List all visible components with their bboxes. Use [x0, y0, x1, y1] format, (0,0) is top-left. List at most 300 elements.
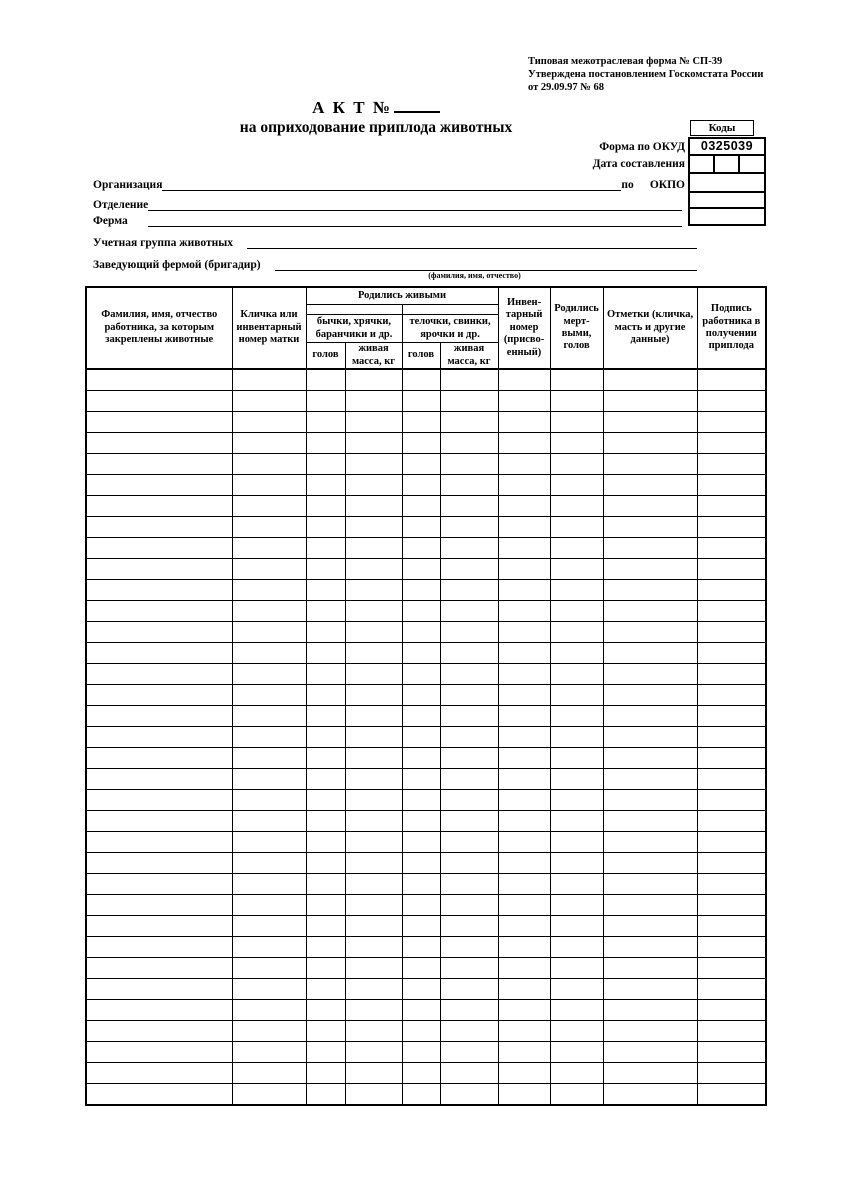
table-cell — [550, 853, 603, 874]
table-cell — [232, 559, 306, 580]
table-cell — [232, 874, 306, 895]
table-cell — [86, 832, 232, 853]
table-cell — [232, 832, 306, 853]
table-cell — [345, 412, 402, 433]
table-cell — [603, 580, 697, 601]
header-group-males: бычки, хрячки, баранчики и др. — [306, 315, 402, 343]
table-cell — [86, 748, 232, 769]
table-cell — [697, 412, 766, 433]
table-cell — [550, 664, 603, 685]
table-cell — [306, 559, 345, 580]
table-cell — [440, 895, 498, 916]
table-cell — [550, 369, 603, 391]
date-cell-year — [740, 156, 764, 172]
table-cell — [550, 895, 603, 916]
table-cell — [550, 412, 603, 433]
table-cell — [306, 937, 345, 958]
table-cell — [345, 958, 402, 979]
table-cell — [498, 664, 550, 685]
table-cell — [603, 643, 697, 664]
table-cell — [550, 433, 603, 454]
table-cell — [550, 1063, 603, 1084]
table-cell — [603, 475, 697, 496]
table-cell — [603, 622, 697, 643]
table-cell — [345, 454, 402, 475]
table-cell — [440, 853, 498, 874]
table-cell — [498, 412, 550, 433]
table-cell — [697, 601, 766, 622]
table-cell — [86, 916, 232, 937]
table-cell — [498, 643, 550, 664]
table-cell — [498, 1000, 550, 1021]
table-cell — [550, 1084, 603, 1106]
table-cell — [498, 1021, 550, 1042]
table-cell — [603, 916, 697, 937]
okud-value-cell: 0325039 — [690, 139, 764, 156]
table-cell — [402, 916, 440, 937]
table-cell — [306, 916, 345, 937]
table-cell — [232, 1021, 306, 1042]
table-cell — [440, 664, 498, 685]
table-cell — [550, 937, 603, 958]
table-cell — [550, 727, 603, 748]
table-cell — [697, 475, 766, 496]
table-cell — [402, 832, 440, 853]
table-cell — [603, 979, 697, 1000]
table-cell — [345, 895, 402, 916]
table-cell — [306, 433, 345, 454]
table-cell — [440, 1021, 498, 1042]
table-cell — [306, 853, 345, 874]
animal-group-blank-line — [247, 234, 697, 249]
table-cell — [697, 1000, 766, 1021]
fio-caption: (фамилия, имя, отчество) — [428, 271, 521, 280]
table-cell — [86, 790, 232, 811]
table-row — [86, 769, 766, 790]
form-note-line-3: от 29.09.97 № 68 — [528, 82, 604, 93]
table-cell — [306, 1021, 345, 1042]
form-approval-note — [528, 55, 763, 94]
table-cell — [603, 601, 697, 622]
table-cell — [550, 916, 603, 937]
table-cell — [345, 769, 402, 790]
table-cell — [603, 664, 697, 685]
department-label: Отделение — [93, 199, 149, 211]
table-cell — [402, 369, 440, 391]
table-row — [86, 727, 766, 748]
table-row — [86, 391, 766, 412]
table-cell — [440, 706, 498, 727]
table-cell — [498, 1063, 550, 1084]
table-cell — [86, 664, 232, 685]
farm-manager-label: Заведующий фермой (бригадир) — [93, 259, 261, 271]
header-males-weight: живая масса, кг — [345, 343, 402, 370]
table-cell — [345, 433, 402, 454]
okud-label: Форма по ОКУД — [599, 141, 685, 153]
table-cell — [440, 580, 498, 601]
table-cell — [345, 937, 402, 958]
form-note-line-2: Утверждена постановлением Госкомстата России — [528, 69, 764, 80]
table-cell — [402, 517, 440, 538]
table-cell — [550, 958, 603, 979]
table-cell — [86, 958, 232, 979]
table-cell — [345, 811, 402, 832]
header-inventory-number: Инвентарный номер (присвоенный) — [498, 287, 550, 369]
farm-blank-line — [148, 212, 682, 227]
table-cell — [402, 1084, 440, 1106]
table-cell — [345, 874, 402, 895]
table-cell — [440, 790, 498, 811]
table-cell — [402, 433, 440, 454]
table-cell — [440, 517, 498, 538]
table-cell — [498, 874, 550, 895]
table-row — [86, 832, 766, 853]
table-cell — [86, 853, 232, 874]
date-cells-row — [690, 156, 764, 174]
table-cell — [232, 664, 306, 685]
table-cell — [86, 412, 232, 433]
table-cell — [345, 664, 402, 685]
table-cell — [306, 412, 345, 433]
table-cell — [86, 601, 232, 622]
empty-code-cell-1 — [690, 193, 764, 209]
table-cell — [345, 832, 402, 853]
table-cell — [402, 937, 440, 958]
table-cell — [440, 874, 498, 895]
table-cell — [697, 496, 766, 517]
table-cell — [402, 790, 440, 811]
table-cell — [402, 643, 440, 664]
table-row — [86, 937, 766, 958]
table-cell — [603, 433, 697, 454]
table-cell — [306, 1000, 345, 1021]
header-signature: Подпись работника в получении приплода — [697, 287, 766, 369]
okpo-code-cell — [690, 174, 764, 193]
table-cell — [498, 706, 550, 727]
table-cell — [306, 727, 345, 748]
date-label: Дата составления — [592, 158, 685, 170]
table-cell — [498, 832, 550, 853]
table-cell — [440, 412, 498, 433]
table-cell — [306, 811, 345, 832]
table-cell — [402, 895, 440, 916]
organization-label: Организация — [93, 179, 163, 191]
table-cell — [550, 538, 603, 559]
livestock-table — [85, 286, 767, 1106]
table-cell — [498, 622, 550, 643]
table-cell — [345, 369, 402, 391]
table-cell — [498, 748, 550, 769]
table-cell — [402, 664, 440, 685]
table-cell — [550, 391, 603, 412]
table-cell — [440, 475, 498, 496]
table-cell — [603, 1084, 697, 1106]
table-cell — [697, 748, 766, 769]
table-row — [86, 811, 766, 832]
table-cell — [697, 1021, 766, 1042]
table-cell — [86, 580, 232, 601]
table-cell — [440, 433, 498, 454]
table-cell — [345, 706, 402, 727]
table-cell — [232, 685, 306, 706]
table-cell — [498, 790, 550, 811]
table-cell — [440, 622, 498, 643]
table-cell — [86, 496, 232, 517]
farm-manager-blank-line — [275, 256, 697, 271]
table-cell — [498, 559, 550, 580]
table-cell — [306, 454, 345, 475]
table-cell — [86, 769, 232, 790]
table-cell — [402, 727, 440, 748]
table-cell — [86, 874, 232, 895]
table-cell — [232, 916, 306, 937]
table-cell — [345, 748, 402, 769]
table-cell — [306, 874, 345, 895]
table-cell — [306, 664, 345, 685]
document-subtitle: на оприходование приплода животных — [239, 119, 513, 136]
table-row — [86, 979, 766, 1000]
table-cell — [498, 727, 550, 748]
table-cell — [550, 790, 603, 811]
table-cell — [440, 958, 498, 979]
table-cell — [440, 559, 498, 580]
table-cell — [232, 727, 306, 748]
table-cell — [232, 391, 306, 412]
table-cell — [498, 916, 550, 937]
table-cell — [306, 958, 345, 979]
table-row — [86, 475, 766, 496]
table-cell — [86, 979, 232, 1000]
table-row — [86, 580, 766, 601]
header-notes: Отметки (кличка, масть и другие данные) — [603, 287, 697, 369]
table-cell — [86, 433, 232, 454]
table-cell — [697, 454, 766, 475]
table-cell — [603, 706, 697, 727]
table-cell — [440, 727, 498, 748]
table-cell — [498, 517, 550, 538]
table-cell — [86, 1042, 232, 1063]
header-females-heads: голов — [402, 343, 440, 370]
table-cell — [232, 1042, 306, 1063]
table-row — [86, 853, 766, 874]
table-cell — [603, 1063, 697, 1084]
table-cell — [232, 369, 306, 391]
table-cell — [306, 391, 345, 412]
table-cell — [306, 748, 345, 769]
table-cell — [550, 979, 603, 1000]
table-cell — [306, 832, 345, 853]
table-cell — [345, 538, 402, 559]
department-blank-line — [148, 196, 682, 211]
table-cell — [550, 685, 603, 706]
table-row — [86, 538, 766, 559]
table-cell — [232, 1063, 306, 1084]
table-cell — [603, 1021, 697, 1042]
table-cell — [306, 517, 345, 538]
table-cell — [232, 601, 306, 622]
table-cell — [402, 475, 440, 496]
table-cell — [603, 832, 697, 853]
table-cell — [232, 769, 306, 790]
table-cell — [697, 811, 766, 832]
table-cell — [440, 538, 498, 559]
table-cell — [232, 517, 306, 538]
table-cell — [697, 895, 766, 916]
farm-label: Ферма — [93, 215, 128, 227]
table-cell — [402, 496, 440, 517]
table-row — [86, 790, 766, 811]
table-cell — [402, 958, 440, 979]
table-cell — [498, 1042, 550, 1063]
table-cell — [402, 769, 440, 790]
table-cell — [603, 811, 697, 832]
table-row — [86, 412, 766, 433]
table-cell — [232, 538, 306, 559]
table-cell — [306, 475, 345, 496]
table-cell — [697, 622, 766, 643]
table-cell — [498, 538, 550, 559]
field-row-organization — [93, 176, 685, 191]
livestock-table-body — [86, 369, 766, 1105]
header-spacer-males — [306, 305, 402, 315]
table-cell — [440, 1000, 498, 1021]
table-cell — [345, 790, 402, 811]
field-row-animal-group — [93, 234, 697, 249]
field-row-farm — [93, 212, 682, 227]
table-cell — [402, 685, 440, 706]
table-cell — [603, 1000, 697, 1021]
table-cell — [550, 1000, 603, 1021]
date-cell-month — [715, 156, 740, 172]
table-cell — [86, 706, 232, 727]
table-cell — [440, 643, 498, 664]
codes-box — [688, 137, 766, 226]
table-cell — [498, 496, 550, 517]
header-born-alive: Родились живыми — [306, 287, 498, 305]
table-cell — [697, 433, 766, 454]
table-cell — [550, 517, 603, 538]
table-cell — [498, 937, 550, 958]
table-row — [86, 369, 766, 391]
table-cell — [306, 622, 345, 643]
table-cell — [86, 643, 232, 664]
table-row — [86, 622, 766, 643]
table-cell — [550, 454, 603, 475]
table-cell — [345, 496, 402, 517]
table-cell — [603, 369, 697, 391]
table-cell — [232, 1000, 306, 1021]
table-cell — [603, 496, 697, 517]
table-cell — [550, 496, 603, 517]
table-cell — [306, 706, 345, 727]
table-cell — [697, 685, 766, 706]
table-cell — [550, 1021, 603, 1042]
table-cell — [232, 958, 306, 979]
document-title-text: А К Т № — [312, 98, 392, 117]
table-cell — [232, 454, 306, 475]
table-cell — [697, 916, 766, 937]
table-cell — [306, 580, 345, 601]
table-cell — [697, 727, 766, 748]
table-cell — [697, 369, 766, 391]
table-cell — [86, 1000, 232, 1021]
table-row — [86, 559, 766, 580]
table-cell — [550, 1042, 603, 1063]
table-cell — [440, 916, 498, 937]
table-cell — [345, 1000, 402, 1021]
table-row — [86, 1000, 766, 1021]
table-cell — [306, 790, 345, 811]
table-cell — [440, 685, 498, 706]
table-cell — [402, 580, 440, 601]
table-cell — [86, 369, 232, 391]
table-cell — [232, 496, 306, 517]
table-cell — [697, 559, 766, 580]
table-cell — [603, 769, 697, 790]
table-cell — [440, 601, 498, 622]
table-cell — [306, 601, 345, 622]
table-cell — [86, 685, 232, 706]
table-cell — [603, 895, 697, 916]
table-cell — [603, 727, 697, 748]
table-cell — [306, 979, 345, 1000]
table-cell — [697, 664, 766, 685]
table-cell — [697, 958, 766, 979]
table-cell — [86, 1084, 232, 1106]
table-cell — [440, 979, 498, 1000]
table-cell — [498, 979, 550, 1000]
table-cell — [86, 895, 232, 916]
table-cell — [402, 538, 440, 559]
table-cell — [498, 1084, 550, 1106]
table-row — [86, 958, 766, 979]
table-cell — [86, 475, 232, 496]
table-cell — [232, 1084, 306, 1106]
table-row — [86, 601, 766, 622]
table-cell — [345, 517, 402, 538]
table-cell — [603, 517, 697, 538]
table-cell — [306, 1063, 345, 1084]
table-cell — [550, 475, 603, 496]
table-cell — [603, 937, 697, 958]
table-cell — [306, 369, 345, 391]
table-cell — [232, 622, 306, 643]
table-cell — [603, 748, 697, 769]
table-cell — [550, 874, 603, 895]
table-cell — [232, 853, 306, 874]
table-row — [86, 874, 766, 895]
table-cell — [345, 853, 402, 874]
table-cell — [603, 538, 697, 559]
table-cell — [402, 391, 440, 412]
table-cell — [306, 643, 345, 664]
table-cell — [498, 853, 550, 874]
table-cell — [550, 622, 603, 643]
table-row — [86, 1084, 766, 1106]
table-cell — [402, 454, 440, 475]
table-cell — [86, 1063, 232, 1084]
table-cell — [402, 979, 440, 1000]
codes-header-box: Коды — [690, 120, 754, 136]
table-cell — [697, 538, 766, 559]
table-cell — [402, 1042, 440, 1063]
table-cell — [232, 412, 306, 433]
table-cell — [440, 1042, 498, 1063]
table-cell — [86, 937, 232, 958]
table-cell — [345, 1084, 402, 1106]
table-cell — [440, 769, 498, 790]
table-cell — [498, 580, 550, 601]
